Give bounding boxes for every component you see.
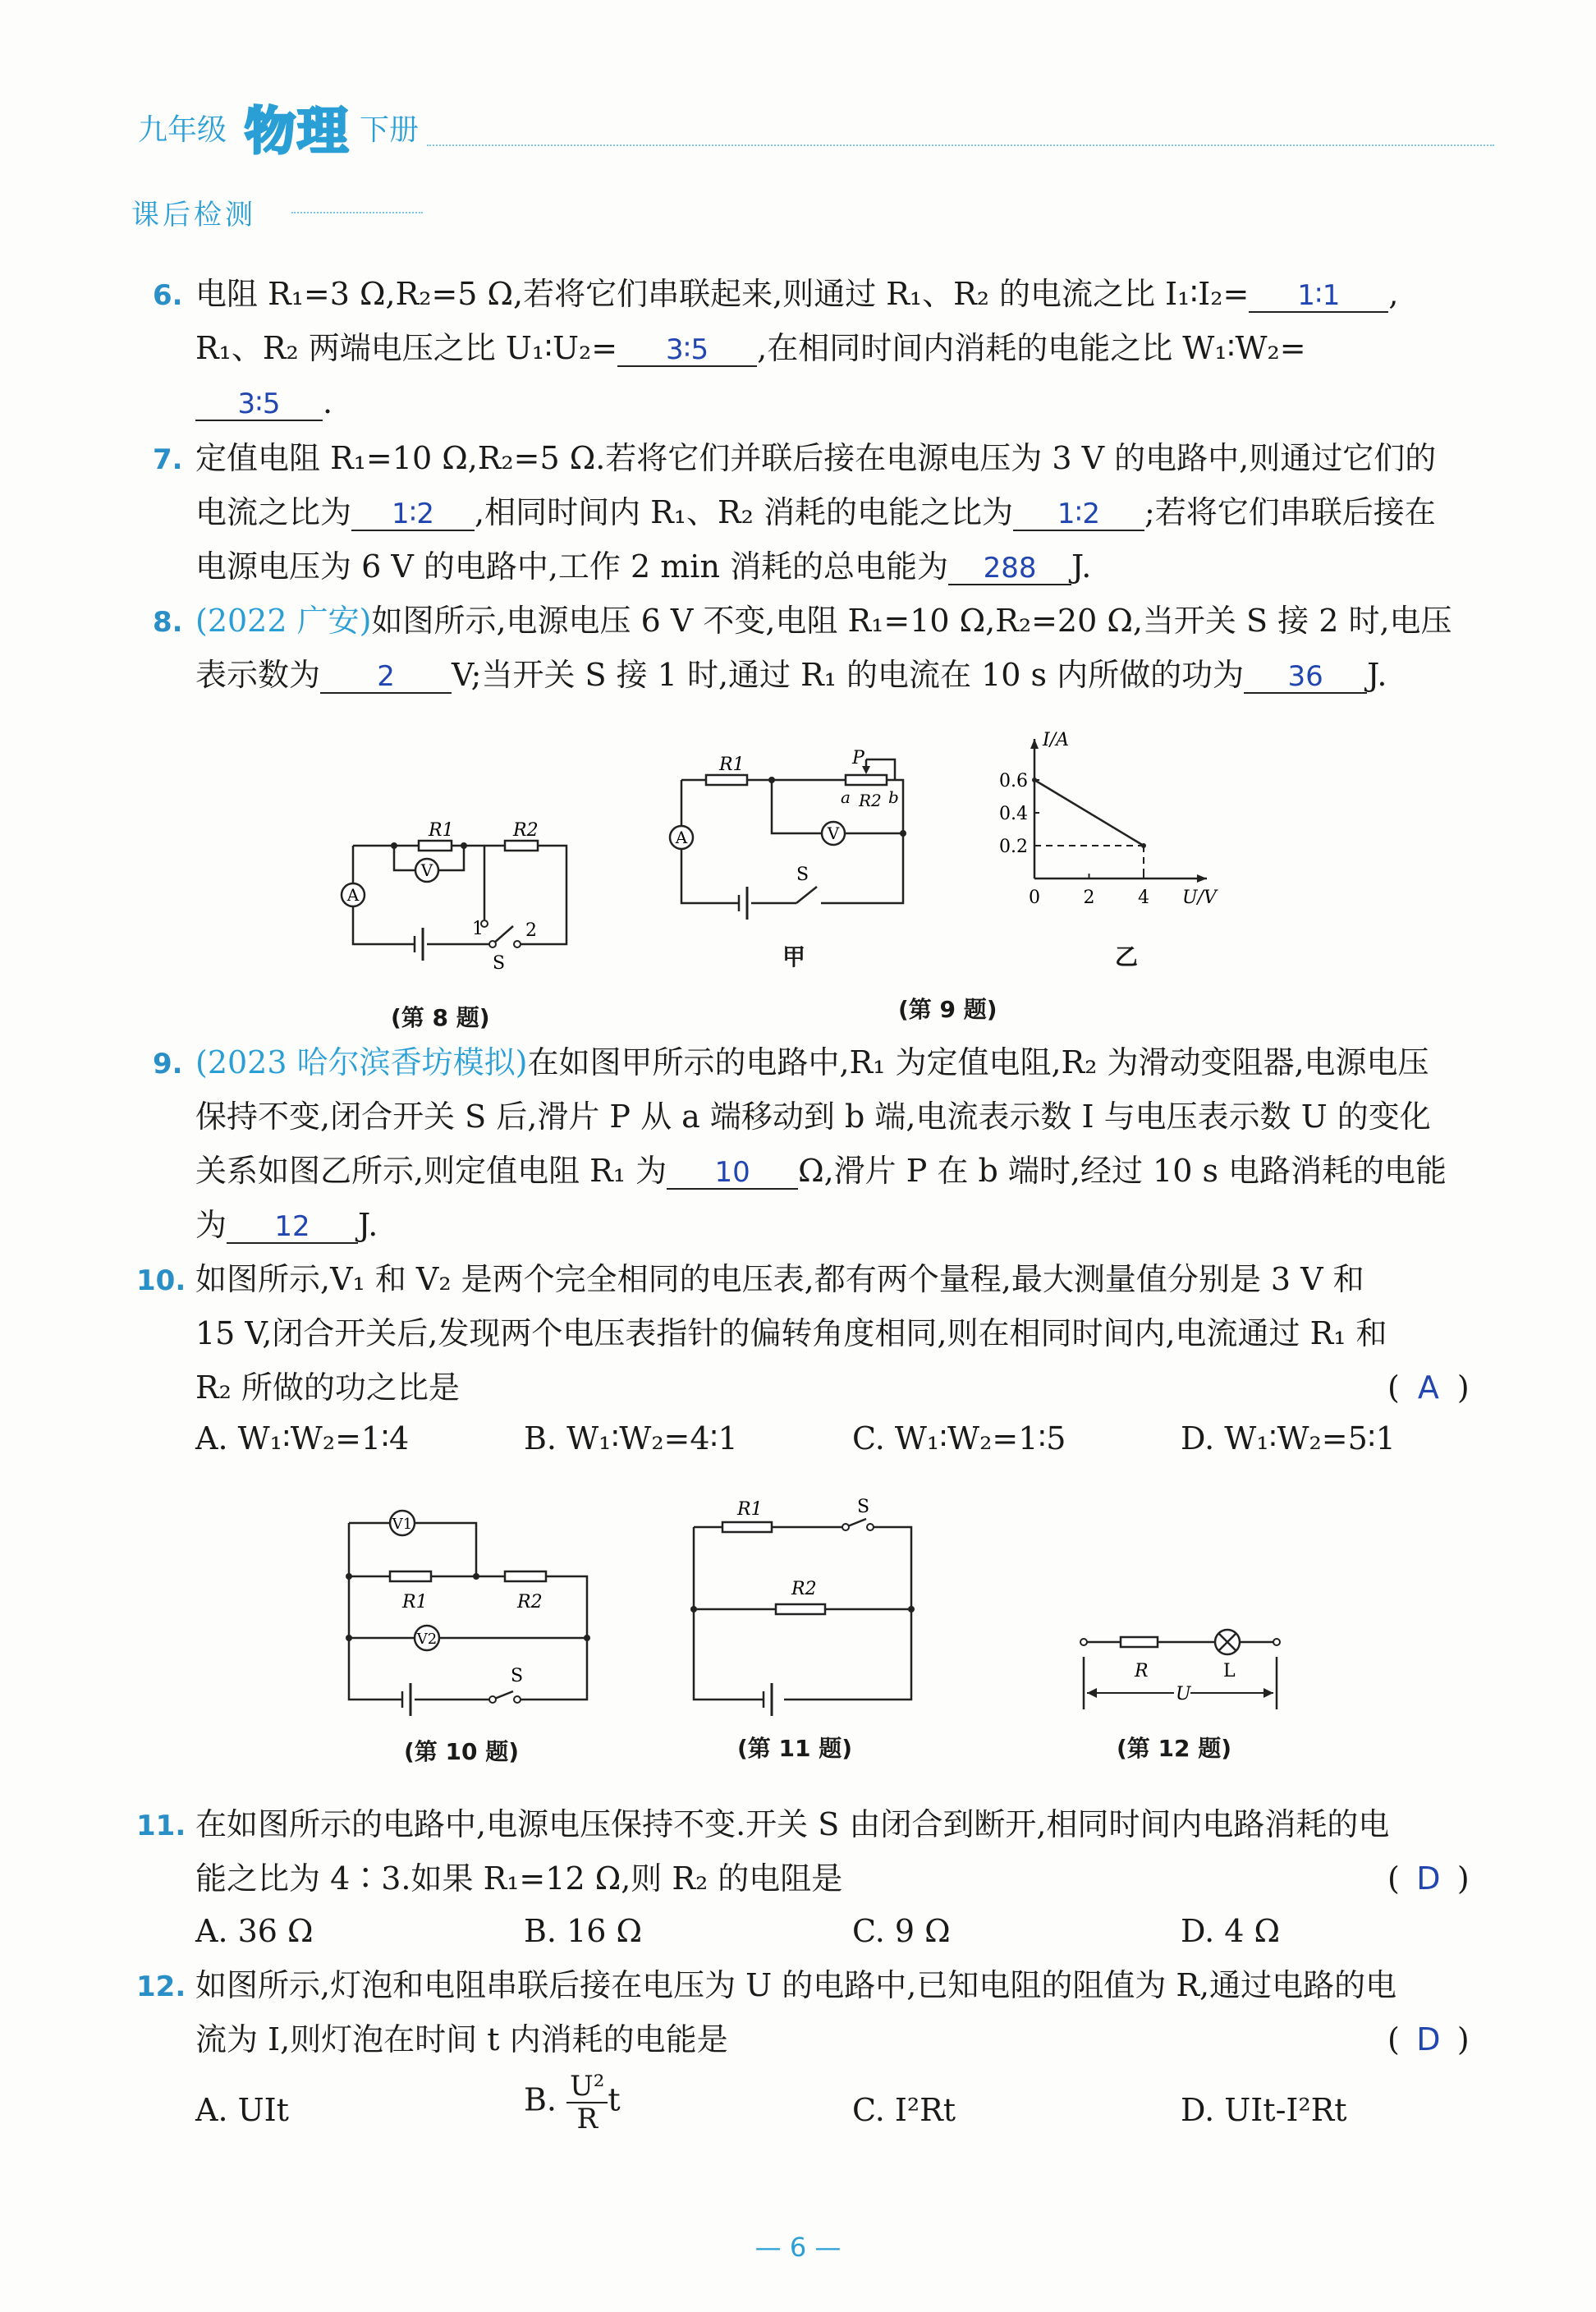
- q12-answer: D: [1416, 2021, 1441, 2057]
- q6-line1: 电阻 R₁=3 Ω,R₂=5 Ω,若将它们串联起来,则通过 R₁、R₂ 的电流之比 I₁∶I₂= 1∶1 ,: [195, 276, 1399, 312]
- grade-label: 九年级: [138, 113, 227, 147]
- q11-option-b: B. 16 Ω: [524, 1913, 643, 1949]
- q10-line3: R₂ 所做的功之比是: [195, 1369, 460, 1406]
- q10-option-a: A. W₁∶W₂=1∶4: [195, 1420, 410, 1456]
- volume-label: 下册: [360, 113, 420, 147]
- q7-line2: 电流之比为 1∶2 ,相同时间内 R₁、R₂ 消耗的电能之比为 1∶2 ;若将它们串联后接在: [195, 494, 1436, 530]
- svg-text:b: b: [888, 787, 899, 807]
- svg-text:P: P: [852, 748, 864, 768]
- q8-number: 8.: [153, 606, 183, 639]
- q9-caption: (第 9 题): [898, 996, 998, 1023]
- svg-text:L: L: [1223, 1661, 1236, 1681]
- svg-text:A: A: [346, 885, 360, 905]
- q11-r1-resistor: [722, 1522, 772, 1532]
- svg-text:R1: R1: [402, 1592, 428, 1612]
- q8-r2-resistor: [505, 841, 538, 851]
- q12-line2: 流为 I,则灯泡在时间 t 内消耗的电能是: [195, 2021, 728, 2057]
- q8-r1-resistor: [419, 841, 452, 851]
- q8-line2: 表示数为 2 V;当开关 S 接 1 时,通过 R₁ 的电流在 10 s 内所做的功为 36 J.: [195, 657, 1387, 693]
- svg-text:V2: V2: [416, 1631, 438, 1648]
- svg-text:A: A: [675, 828, 688, 847]
- q12-option-b: B. $\frac{\text{U²}}{R}$ t: [524, 2070, 621, 2135]
- q7-answer3: 288: [948, 553, 1071, 585]
- q12-caption: (第 12 题): [1117, 1735, 1232, 1762]
- q9-r1-resistor: [706, 775, 747, 785]
- svg-text:R2: R2: [517, 1592, 543, 1612]
- q10-answer-paren: ( A ): [1387, 1369, 1470, 1406]
- q9-line3: 关系如图乙所示,则定值电阻 R₁ 为 10 Ω,滑片 P 在 b 端时,经过 10 s 电路消耗的电能: [195, 1153, 1447, 1189]
- q9-answer2: 12: [227, 1211, 358, 1244]
- q7-number: 7.: [153, 443, 183, 476]
- q10-option-d: D. W₁∶W₂=5∶1: [1181, 1420, 1396, 1456]
- q11-r2-resistor: [776, 1604, 825, 1614]
- q11-line1: 在如图所示的电路中,电源电压保持不变.开关 S 由闭合到断开,相同时间内电路消耗的电: [195, 1806, 1390, 1842]
- svg-text:1: 1: [472, 919, 484, 939]
- q8-caption: (第 8 题): [391, 1004, 490, 1031]
- q10-circuit-diagram: [328, 1494, 608, 1724]
- svg-text:U: U: [1176, 1684, 1191, 1704]
- y-axis-arrow: [1030, 739, 1039, 749]
- q7-answer2: 1∶2: [1013, 498, 1144, 531]
- svg-text:V1: V1: [392, 1516, 413, 1533]
- q10-number: 10.: [136, 1264, 186, 1297]
- q10-caption: (第 10 题): [404, 1738, 520, 1765]
- q8-source: (2022 广安): [195, 603, 372, 639]
- q6-line2: R₁、R₂ 两端电压之比 U₁∶U₂= 3∶5 ,在相同时间内消耗的电能之比 W₁∶W₂=: [195, 330, 1306, 366]
- subject-title: 物理: [245, 101, 351, 161]
- q10-line2: 15 V,闭合开关后,发现两个电压表指针的偏转角度相同,则在相同时间内,电流通过 R₁ 和: [195, 1315, 1387, 1351]
- y-tick-label: 0.2: [999, 837, 1028, 857]
- q11-answer: D: [1416, 1860, 1441, 1897]
- q9-fig-yi-label: 乙: [1115, 943, 1139, 970]
- q10-option-c: C. W₁∶W₂=1∶5: [852, 1420, 1066, 1456]
- q9-number: 9.: [153, 1048, 183, 1080]
- q8-line1: (2022 广安)如图所示,电源电压 6 V 不变,电阻 R₁=10 Ω,R₂=20 Ω,当开关 S 接 2 时,电压: [195, 603, 1452, 639]
- q9-line2: 保持不变,闭合开关 S 后,滑片 P 从 a 端移动到 b 端,电流表示数 I 与电压表示数 U 的变化: [195, 1099, 1431, 1135]
- svg-text:R: R: [1135, 1661, 1149, 1681]
- series-line: [1034, 780, 1144, 846]
- q12-option-c: C. I²Rt: [852, 2092, 956, 2128]
- q10-option-b: B. W₁∶W₂=4∶1: [524, 1420, 738, 1456]
- q11-line2: 能之比为 4∶3.如果 R₁=12 Ω,则 R₂ 的电阻是: [195, 1860, 843, 1897]
- q6-answer3: 3∶5: [195, 388, 323, 421]
- q6-line3: 3∶5 .: [195, 384, 332, 421]
- q6-answer2: 3∶5: [617, 334, 757, 367]
- q12-option-d: D. UIt-I²Rt: [1181, 2092, 1347, 2128]
- q12-circuit-diagram: [1075, 1617, 1289, 1716]
- section-title: 课后检测: [131, 199, 256, 232]
- q11-caption: (第 11 题): [737, 1735, 853, 1762]
- q12-lamp: [1215, 1630, 1240, 1654]
- q11-number: 11.: [136, 1810, 186, 1842]
- q8-answer2: 36: [1244, 661, 1367, 694]
- q12-option-a: A. UIt: [195, 2092, 289, 2128]
- data-point: [1141, 843, 1146, 848]
- q9-fig-jia-label: 甲: [782, 943, 806, 970]
- q7-line1: 定值电阻 R₁=10 Ω,R₂=5 Ω.若将它们并联后接在电源电压为 3 V 的电路中,则通过它们的: [195, 440, 1437, 476]
- svg-text:R2: R2: [513, 820, 539, 841]
- data-point: [1032, 778, 1037, 782]
- y-tick-label: 0.4: [999, 804, 1028, 824]
- q10-r1-resistor: [390, 1571, 431, 1581]
- svg-text:S: S: [796, 865, 809, 885]
- y-axis-label: I/A: [1043, 730, 1069, 750]
- x-tick-label: 2: [1083, 888, 1095, 908]
- svg-text:R1: R1: [719, 755, 745, 775]
- q12-number: 12.: [136, 1970, 186, 2003]
- q11-option-d: D. 4 Ω: [1181, 1913, 1281, 1949]
- svg-text:S: S: [493, 953, 506, 974]
- q11-answer-paren: ( D ): [1387, 1860, 1470, 1897]
- q6-number: 6.: [153, 279, 183, 312]
- q9-r2-rheostat: [846, 775, 887, 785]
- q11-circuit-diagram: [681, 1486, 928, 1716]
- q8-answer1: 2: [320, 661, 452, 694]
- q11-option-c: C. 9 Ω: [852, 1913, 951, 1949]
- q11-option-a: A. 36 Ω: [195, 1913, 314, 1949]
- q12-answer-paren: ( D ): [1387, 2021, 1470, 2057]
- q6-answer1: 1∶1: [1249, 280, 1388, 313]
- q7-line3: 电源电压为 6 V 的电路中,工作 2 min 消耗的总电能为 288 J.: [195, 548, 1092, 585]
- x-tick-label: 4: [1138, 888, 1149, 908]
- svg-text:R1: R1: [737, 1499, 763, 1520]
- svg-text:2: 2: [525, 920, 537, 941]
- q10-r2-resistor: [505, 1571, 546, 1581]
- section-rule: [291, 212, 423, 213]
- svg-text:R2: R2: [859, 791, 882, 810]
- q12-resistor: [1121, 1637, 1158, 1647]
- q10-line1: 如图所示,V₁ 和 V₂ 是两个完全相同的电压表,都有两个量程,最大测量值分别是 3 V 和: [195, 1261, 1364, 1297]
- svg-text:S: S: [857, 1497, 870, 1517]
- header-rule: [427, 144, 1494, 146]
- q12-option-b-fraction: $\frac{\text{U²}}{R}$: [566, 2071, 608, 2135]
- q9-iu-chart: [993, 706, 1264, 920]
- q10-answer: A: [1417, 1369, 1439, 1406]
- q9-source: (2023 哈尔滨香坊模拟): [195, 1044, 528, 1080]
- q9-line1: (2023 哈尔滨香坊模拟)在如图甲所示的电路中,R₁ 为定值电阻,R₂ 为滑动变阻器,电源电压: [195, 1044, 1429, 1080]
- svg-text:R1: R1: [429, 820, 454, 841]
- svg-text:V: V: [420, 860, 433, 880]
- y-tick-label: 0.6: [999, 771, 1028, 791]
- q7-answer1: 1∶2: [351, 498, 475, 531]
- q12-line1: 如图所示,灯泡和电阻串联后接在电压为 U 的电路中,已知电阻的阻值为 R,通过电路的电: [195, 1967, 1397, 2003]
- svg-text:V: V: [827, 823, 840, 843]
- svg-text:R2: R2: [791, 1579, 817, 1599]
- page-number: — 6 —: [754, 2232, 842, 2263]
- x-axis-arrow: [1197, 874, 1207, 883]
- x-axis-label: U/V: [1182, 888, 1217, 908]
- q9-answer1: 10: [667, 1157, 798, 1190]
- x-tick-label: 0: [1029, 888, 1040, 908]
- svg-text:a: a: [841, 787, 851, 807]
- q8-circuit-diagram: [328, 805, 591, 985]
- q9-line4: 为 12 J.: [195, 1207, 378, 1243]
- svg-text:S: S: [511, 1666, 524, 1686]
